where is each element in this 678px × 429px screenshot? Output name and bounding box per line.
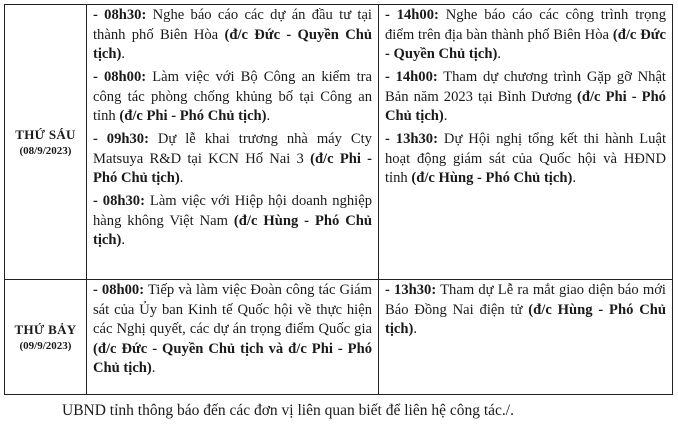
item-person: (đ/c Đức - Quyền Chủ tịch) bbox=[385, 26, 666, 62]
item-person: (đ/c Phi - Phó Chủ tịch) bbox=[93, 150, 372, 186]
item-time: - 08h00: bbox=[93, 69, 147, 85]
schedule-table bbox=[4, 4, 673, 395]
schedule-item bbox=[385, 68, 666, 127]
item-time: - 14h00: bbox=[385, 7, 439, 23]
schedule-item bbox=[385, 130, 666, 189]
item-time: - 13h30: bbox=[385, 131, 438, 147]
item-text: Làm việc với Bộ Công an kiểm tra công tác phòng chống khủng bố tại Công an tỉnh bbox=[93, 69, 372, 124]
item-person: (đ/c Phi - Phó Chủ tịch) bbox=[385, 88, 666, 124]
footer-note: UBND tỉnh thông báo đến các đơn vị liên quan biết để liên hệ công tác./. bbox=[62, 402, 514, 419]
item-text: Dự lễ khai trương nhà máy Cty Matsuya R&D tại KCN Hố Nai 3 bbox=[93, 131, 372, 167]
morning-cell bbox=[87, 280, 379, 395]
schedule-item bbox=[385, 6, 666, 65]
item-time: - 08h30: bbox=[93, 7, 147, 23]
item-person: (đ/c Đức - Quyền Chủ tịch) bbox=[93, 26, 372, 62]
item-person: (đ/c Hùng - Phó Chủ tịch) bbox=[385, 301, 666, 337]
schedule-item bbox=[93, 6, 372, 65]
item-end: . bbox=[497, 46, 501, 62]
schedule-item bbox=[93, 130, 372, 189]
item-end: . bbox=[266, 108, 271, 124]
item-end: . bbox=[121, 46, 126, 62]
item-person: (đ/c Hùng - Phó Chủ tịch) bbox=[93, 212, 372, 248]
day-cell bbox=[5, 5, 87, 280]
day-date: (08/9/2023) bbox=[19, 145, 72, 157]
afternoon-cell bbox=[379, 5, 673, 280]
morning-cell bbox=[87, 5, 379, 280]
item-end: . bbox=[121, 232, 126, 248]
item-person: (đ/c Hùng - Phó Chủ tịch) bbox=[411, 170, 573, 186]
item-end: . bbox=[179, 170, 184, 186]
afternoon-cell bbox=[379, 280, 673, 395]
item-person: (đ/c Đức - Quyền Chủ tịch và đ/c Phi - Phó Chủ tịch) bbox=[93, 340, 372, 376]
day-name: THỨ SÁU bbox=[15, 127, 76, 142]
item-time: - 08h00: bbox=[93, 282, 145, 298]
item-end: . bbox=[572, 170, 576, 186]
item-text: Tiếp và làm việc Đoàn công tác Giám sát của Ủy ban Kinh tế Quốc hội về thực hiện các Nghị quyết, các dự án trọng điểm Quốc gia bbox=[93, 282, 372, 337]
item-text: Tham dự chương trình Gặp gỡ Nhật Bản năm 2023 tại Bình Dương bbox=[385, 69, 666, 105]
schedule-item bbox=[93, 281, 372, 379]
item-end: . bbox=[413, 321, 418, 337]
item-time: - 09h30: bbox=[93, 131, 149, 147]
item-text: Tham dự Lễ ra mắt giao diện báo mới Báo Đồng Nai điện tử bbox=[385, 282, 666, 318]
schedule-row-friday bbox=[5, 5, 673, 280]
day-name: THỨ BẢY bbox=[14, 322, 77, 337]
item-time: - 08h30: bbox=[93, 193, 145, 209]
day-date: (09/9/2023) bbox=[19, 340, 72, 352]
schedule-item bbox=[93, 68, 372, 127]
schedule-row-saturday bbox=[5, 280, 673, 395]
day-cell bbox=[5, 280, 87, 395]
item-text: Làm việc với Hiệp hội doanh nghiệp hàng không Việt Nam bbox=[93, 193, 372, 229]
item-time: - 13h30: bbox=[385, 282, 437, 298]
item-end: . bbox=[151, 360, 156, 376]
item-text: Nghe báo cáo các dự án đầu tư tại thành phố Biên Hòa bbox=[93, 7, 372, 43]
item-person: (đ/c Phi - Phó Chủ tịch) bbox=[119, 108, 267, 124]
item-text: Dự Hội nghị tổng kết thi hành Luật hoạt động giám sát của Quốc hội và HĐND tỉnh bbox=[385, 131, 666, 186]
item-end: . bbox=[443, 108, 448, 124]
item-text: Nghe báo cáo các công trình trọng điểm trên địa bàn thành phố Biên Hòa bbox=[385, 7, 666, 43]
schedule-item bbox=[385, 281, 666, 340]
schedule-item bbox=[93, 192, 372, 251]
item-time: - 14h00: bbox=[385, 69, 438, 85]
